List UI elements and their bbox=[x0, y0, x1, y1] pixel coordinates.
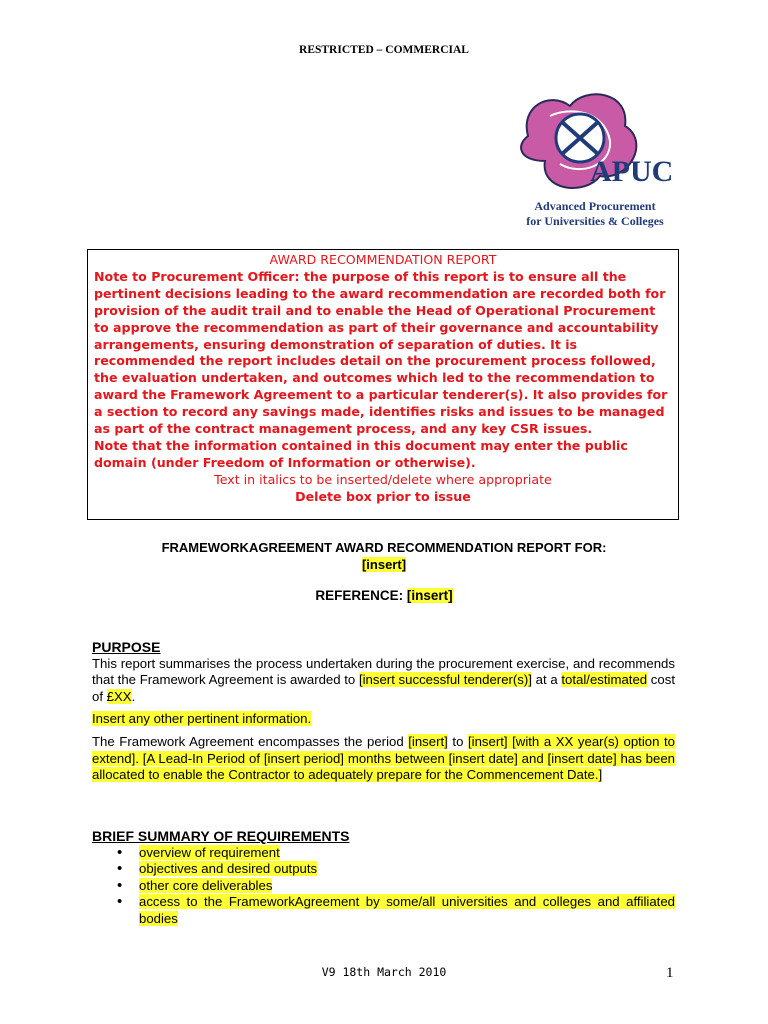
purpose-p1-highlight-estimated: total/estimated bbox=[561, 672, 648, 688]
reference-value: [insert] bbox=[406, 588, 453, 603]
list-item-text: access to the FrameworkAgreement by some/all universities and colleges and affiliated bodies bbox=[139, 894, 675, 926]
apuc-brand-text: APUC bbox=[590, 155, 674, 188]
purpose-p1-text-d: . bbox=[131, 688, 136, 704]
logo-line-2: for Universities & Colleges bbox=[526, 214, 664, 228]
list-item-text: other core deliverables bbox=[139, 877, 273, 893]
list-item bbox=[92, 845, 675, 862]
list-item-text: objectives and desired outputs bbox=[139, 861, 318, 877]
purpose-p1-text-a: This report summarises the process undertaken during the procurement exercise, and recommends that the Framework Agreement is awarded to bbox=[92, 655, 675, 688]
purpose-section bbox=[92, 639, 675, 784]
purpose-paragraph-1 bbox=[92, 656, 675, 706]
purpose-paragraph-2: Insert any other pertinent information. bbox=[92, 711, 312, 727]
list-item bbox=[92, 861, 675, 878]
notice-paragraph-2: Note that the information contained in this document may enter the public domain (under Freedom of Information or otherwise). bbox=[94, 437, 628, 470]
purpose-p3-highlight-start: [insert] bbox=[408, 733, 448, 749]
officer-note-box bbox=[87, 249, 679, 520]
logo-line-1: Advanced Procurement bbox=[534, 199, 656, 213]
purpose-p1-text-b: at a bbox=[531, 672, 562, 688]
classification-header: RESTRICTED – COMMERCIAL bbox=[299, 44, 469, 56]
summary-heading: BRIEF SUMMARY OF REQUIREMENTS bbox=[92, 828, 350, 844]
purpose-p1-highlight-tenderer: [insert successful tenderer(s)] bbox=[358, 672, 532, 688]
list-item bbox=[92, 894, 675, 927]
list-item bbox=[92, 878, 675, 895]
notice-italics-line: Text in italics to be inserted/delete where appropriate bbox=[214, 471, 552, 487]
apuc-logo bbox=[510, 86, 680, 231]
apuc-emblem-icon bbox=[510, 86, 680, 196]
reference-line bbox=[0, 588, 768, 603]
purpose-heading: PURPOSE bbox=[92, 639, 161, 655]
report-title bbox=[0, 539, 768, 573]
summary-section bbox=[92, 828, 675, 928]
version-footer: V9 18th March 2010 bbox=[321, 965, 447, 979]
notice-title: AWARD RECOMMENDATION REPORT bbox=[269, 252, 497, 267]
page-number: 1 bbox=[666, 965, 674, 981]
purpose-p3-text-a: The Framework Agreement encompasses the period bbox=[92, 733, 409, 749]
purpose-p3-highlight-period: [insert] [with a XX year(s) option to extend]. [A Lead-In Period of [insert period] months between [insert date] and [insert date] has been allocated to enable the Contractor to adequately prepare for the Commencement Date.] bbox=[92, 733, 676, 783]
purpose-p1-highlight-cost: £XX bbox=[106, 688, 132, 704]
requirements-list bbox=[92, 845, 675, 928]
report-title-line-1: FRAMEWORKAGREEMENT AWARD RECOMMENDATION REPORT FOR: bbox=[161, 540, 607, 555]
purpose-p3-text-b: to bbox=[447, 733, 468, 749]
notice-delete-line: Delete box prior to issue bbox=[295, 488, 471, 504]
list-item-text: overview of requirement bbox=[139, 844, 280, 860]
purpose-p1-text-c: cost of bbox=[92, 672, 675, 704]
report-title-insert: [insert] bbox=[361, 557, 407, 572]
notice-paragraph-1: Note to Procurement Officer: the purpose of this report is to ensure all the pertinent decisions leading to the award recommendation are recorded both for provision of the audit trail and to enable the Head of Operational Procurement to approve the recommendation as part of their governance and accountability arrangements, ensuring demonstration of separation of duties. It is recommended the report includes detail on the procurement process followed, the evaluation undertaken, and outcomes which led to the recommendation to award the Framework Agreement to a particular tenderer(s). It also provides for a section to record any savings made, identifies risks and issues to be managed as part of the contract management process, and any key CSR issues. bbox=[94, 268, 668, 437]
purpose-paragraph-3 bbox=[92, 734, 675, 784]
reference-label: REFERENCE: bbox=[315, 588, 407, 603]
